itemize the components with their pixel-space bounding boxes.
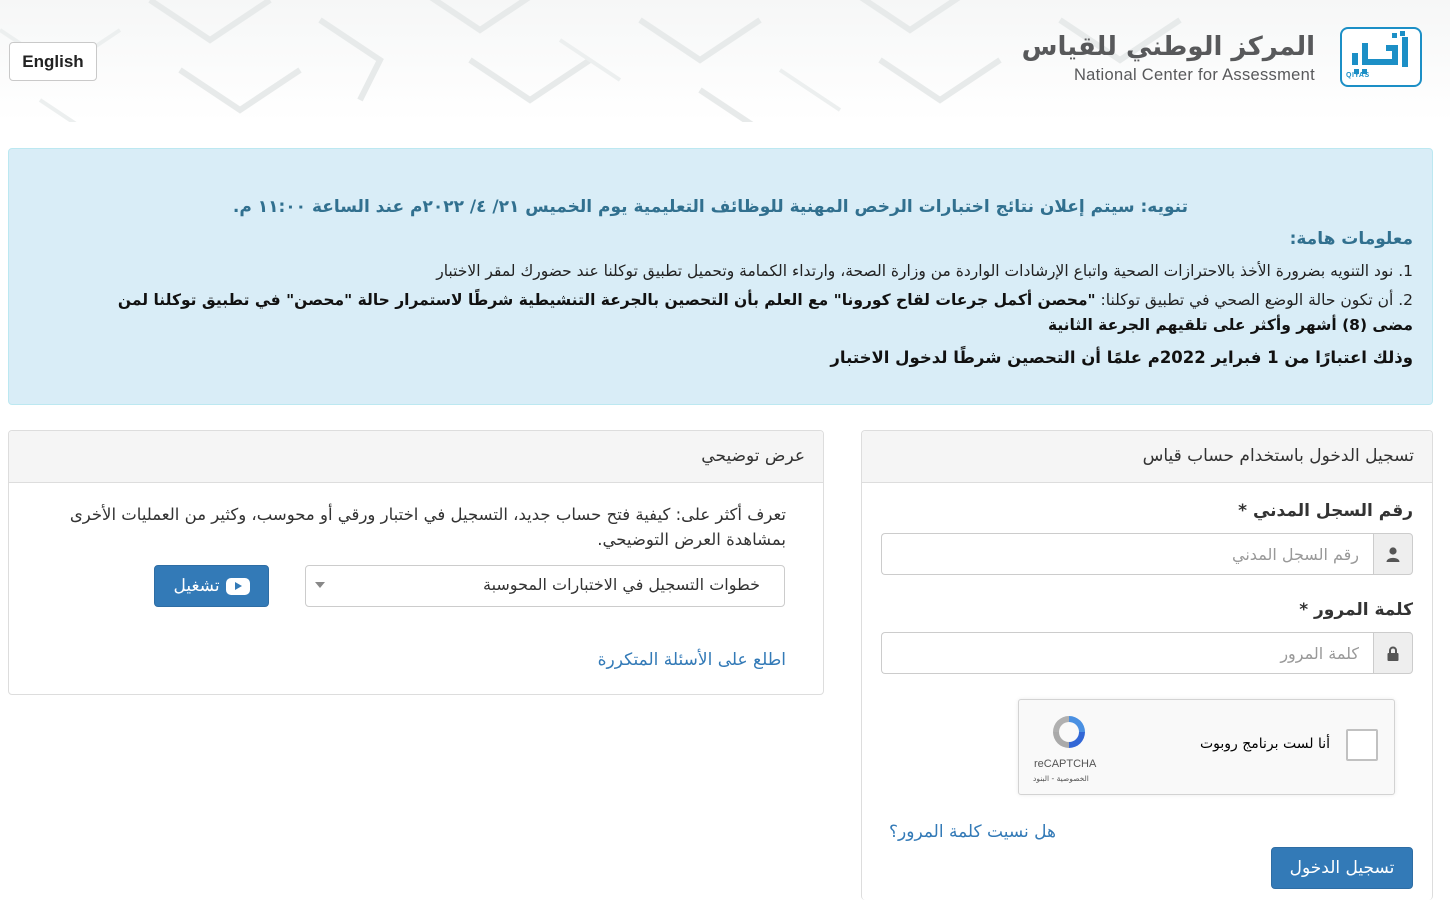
faq-link[interactable]: اطلع على الأسئلة المتكررة xyxy=(597,650,786,670)
login-panel-title: تسجيل الدخول باستخدام حساب قياس xyxy=(862,431,1432,483)
brand-name-english: National Center for Assessment xyxy=(1073,66,1315,84)
recaptcha-brand: reCAPTCHA xyxy=(1034,758,1097,770)
recaptcha-checkbox[interactable] xyxy=(1346,729,1378,761)
alert-heading: معلومات هامة: xyxy=(1289,229,1413,249)
alert-item-1: 1. نود التنويه بضرورة الأخذ بالاحترازات الصحية واتباع الإرشادات الواردة من وزارة الصحة، وارتداء الكمامة وتحميل تطبيق توكلنا عند حضورك لمقر الاختبار xyxy=(436,262,1413,280)
info-alert xyxy=(8,148,1433,405)
chevron-down-icon xyxy=(315,582,325,588)
recaptcha-icon xyxy=(1049,712,1089,752)
brand-name-arabic: المركز الوطني للقياس xyxy=(1021,32,1315,62)
national-id-group xyxy=(881,533,1413,575)
alert-footer: وذلك اعتبارًا من 1 فبراير 2022م علمًا أن التحصين شرطًا لدخول الاختبار xyxy=(830,348,1413,367)
demo-description: تعرف أكثر على: كيفية فتح حساب جديد، التسجيل في اختبار ورقي أو محوسب، وكثير من العمليات الأخرى بمشاهدة العرض التوضيحي. xyxy=(69,505,786,549)
demo-video-select-value: خطوات التسجيل في الاختبارات المحوسبة xyxy=(482,575,760,594)
demo-panel xyxy=(8,430,824,695)
alert-notice: تنويه: سيتم إعلان نتائج اختبارات الرخص المهنية للوظائف التعليمية يوم الخميس ٢١/ ٤/ ٢٠٢٢م عند الساعة ١١:٠٠ م. xyxy=(232,197,1188,217)
national-id-input[interactable] xyxy=(881,533,1373,575)
recaptcha-label: أنا لست برنامج روبوت xyxy=(1199,736,1330,752)
play-demo-button[interactable] xyxy=(154,565,269,607)
lock-icon xyxy=(1373,632,1413,674)
user-icon xyxy=(1373,533,1413,575)
logo-subtitle: QIYAS xyxy=(1346,72,1370,79)
brand-name xyxy=(1022,30,1315,86)
alert-item-2-prefix: 2. أن تكون حالة الوضع الصحي في تطبيق توكلنا: xyxy=(1095,291,1413,309)
alert-item-2 xyxy=(73,288,1413,338)
password-label: كلمة المرور * xyxy=(1299,600,1413,620)
play-demo-label: تشغيل xyxy=(173,576,220,595)
recaptcha-privacy-terms[interactable]: الخصوصية - البنود xyxy=(1033,774,1089,783)
demo-video-select[interactable] xyxy=(305,565,785,607)
password-input[interactable] xyxy=(881,632,1373,674)
alert-item-2-bold: "محصن أكمل جرعات لقاح كورونا" مع العلم بأن التحصين بالجرعة التنشيطية شرطًا لاستمرار حالة "محصن" في تطبيق توكلنا لمن مضى (8) أشهر وأكثر على تلقيهم الجرعة الثانية xyxy=(117,291,1413,334)
language-toggle-button[interactable]: English xyxy=(9,42,97,81)
forgot-password-link[interactable]: هل نسيت كلمة المرور؟ xyxy=(889,822,1056,842)
login-button[interactable]: تسجيل الدخول xyxy=(1271,847,1413,889)
youtube-icon xyxy=(226,578,250,595)
demo-panel-title: عرض توضيحي xyxy=(9,431,823,483)
password-group xyxy=(881,632,1413,674)
site-header xyxy=(0,0,1450,122)
recaptcha-widget xyxy=(1018,699,1395,795)
login-panel xyxy=(861,430,1433,900)
national-id-label: رقم السجل المدني * xyxy=(1238,501,1413,521)
